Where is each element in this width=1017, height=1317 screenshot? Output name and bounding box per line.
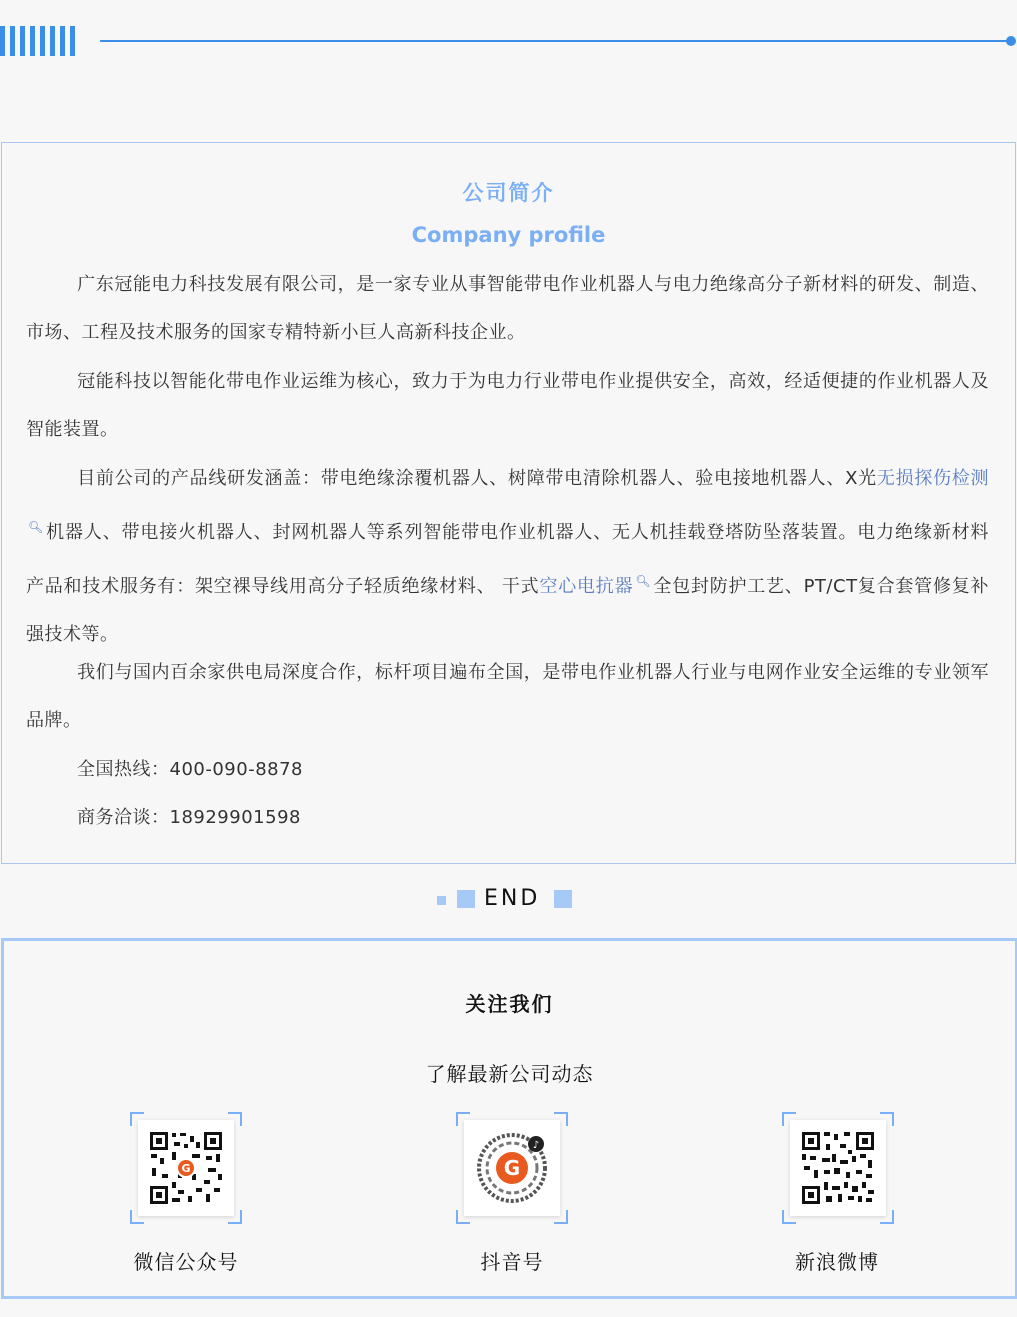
follow-subtitle: 了解最新公司动态 [425, 1062, 594, 1086]
square-icon [437, 896, 446, 905]
square-icon [554, 890, 572, 908]
douyin-code[interactable] [456, 1112, 568, 1224]
company-profile-section [1, 142, 1016, 864]
wechat-label: 微信公众号 [133, 1250, 239, 1274]
paragraph-partners [26, 649, 989, 745]
divider-dot [1006, 36, 1016, 46]
products-text-a: 目前公司的产品线研发涵盖：带电绝缘涂覆机器人、树障带电清除机器人、验电接地机器人、X光 [77, 468, 877, 489]
weibo-label: 新浪微博 [795, 1250, 879, 1274]
search-icon[interactable]: 🔍︎ [28, 520, 44, 534]
link-air-core-reactor[interactable]: 空心电抗器 [539, 576, 634, 597]
svg-text:♪: ♪ [532, 1140, 540, 1151]
douyin-code-icon [474, 1130, 550, 1206]
svg-text:G: G [181, 1162, 191, 1175]
link-nondestructive-testing[interactable]: 无损探伤检测 [876, 468, 989, 489]
paragraph-partners-text: 我们与国内百余家供电局深度合作，标杆项目遍布全国，是带电作业机器人行业与电网作业安全运维的专业领军品牌。 [26, 662, 989, 731]
end-marker [0, 884, 1017, 918]
paragraph-core-text: 冠能科技以智能化带电作业运维为核心，致力于为电力行业带电作业提供安全，高效，经适便捷的作业机器人及智能装置。 [26, 371, 989, 440]
qr-code-icon [800, 1130, 876, 1206]
business-contact [26, 794, 989, 842]
divider-line [100, 40, 1008, 42]
top-decoration [0, 26, 1017, 58]
douyin-label: 抖音号 [480, 1250, 544, 1274]
hotline-text: 全国热线：400-090-8878 [77, 759, 304, 780]
paragraph-core [26, 358, 989, 454]
products-text-b: 机器人、带电接火机器人、封网机器人等系列智能带电作业机器人、无人机挂载登塔防坠落装置。电力绝缘新材料产品和技术服务有：架空裸导线用高分子轻质绝缘材料、 干式 [26, 522, 989, 597]
products-text-c: 全包封防护工艺、PT/CT复合套管修复补强技术等。 [26, 576, 989, 645]
paragraph-intro [26, 261, 989, 357]
section-title: 公司简介 [462, 181, 555, 205]
paragraph-intro-text: 广东冠能电力科技发展有限公司，是一家专业从事智能带电作业机器人与电力绝缘高分子新材料的研发、制造、市场、工程及技术服务的国家专精特新小巨人高新科技企业。 [26, 274, 989, 343]
svg-text:G: G [503, 1156, 521, 1180]
paragraph-products [26, 455, 989, 659]
business-contact-text: 商务洽谈：18929901598 [77, 807, 301, 828]
search-icon[interactable]: 🔍︎ [635, 574, 652, 588]
end-label: END [484, 886, 541, 911]
section-subtitle: Company profile [411, 223, 606, 247]
wechat-qr[interactable] [130, 1112, 242, 1224]
follow-us-section [1, 938, 1017, 1299]
hotline [26, 746, 989, 794]
weibo-qr[interactable] [782, 1112, 894, 1224]
square-icon [457, 890, 475, 908]
qr-code-icon [148, 1130, 224, 1206]
follow-title: 关注我们 [465, 992, 554, 1016]
